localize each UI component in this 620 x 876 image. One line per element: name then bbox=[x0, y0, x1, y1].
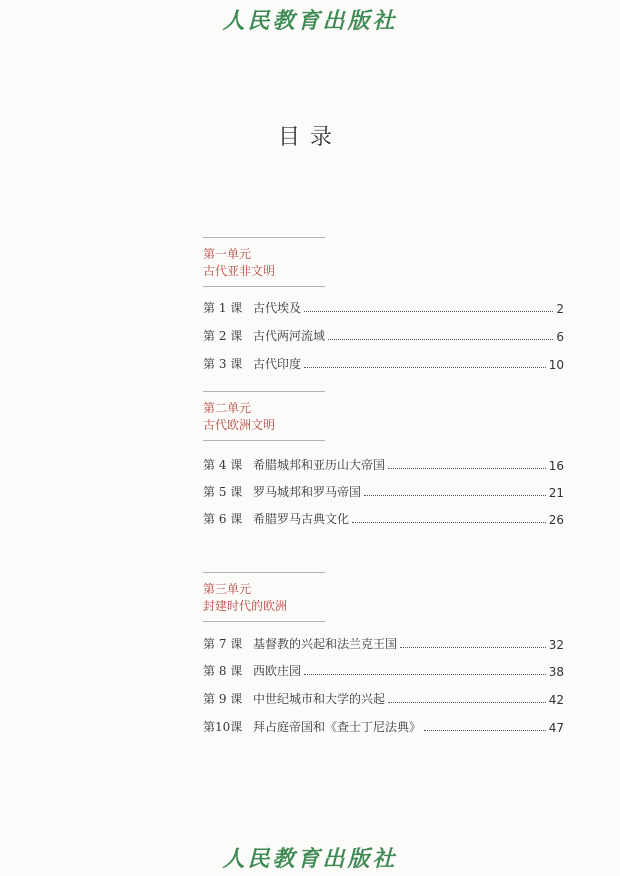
page-number: 6 bbox=[556, 330, 564, 344]
toc-entry[interactable] bbox=[203, 509, 564, 527]
lesson-number: 第 4 课 bbox=[203, 458, 243, 472]
unit-divider-bottom bbox=[203, 286, 325, 287]
toc-entry[interactable] bbox=[203, 634, 564, 652]
leader-dots bbox=[400, 647, 546, 648]
unit-divider-bottom bbox=[203, 621, 325, 622]
leader-dots bbox=[388, 702, 546, 703]
lesson-number: 第10课 bbox=[203, 720, 243, 734]
lesson-number: 第 9 课 bbox=[203, 692, 243, 706]
lesson-title: 罗马城邦和罗马帝国 bbox=[253, 485, 362, 499]
page-number: 21 bbox=[548, 486, 564, 500]
lesson-number: 第 5 课 bbox=[203, 485, 243, 499]
lesson-title: 西欧庄园 bbox=[253, 664, 302, 678]
toc-entry[interactable] bbox=[203, 455, 564, 473]
lesson-title: 基督教的兴起和法兰克王国 bbox=[253, 637, 398, 651]
toc-entry[interactable] bbox=[203, 482, 564, 500]
lesson-number: 第 7 课 bbox=[203, 637, 243, 651]
leader-dots bbox=[388, 468, 546, 469]
page-number: 10 bbox=[548, 358, 564, 372]
lesson-title: 古代两河流域 bbox=[253, 329, 326, 343]
leader-dots bbox=[352, 522, 546, 523]
page-number: 26 bbox=[548, 513, 564, 527]
unit-header-3 bbox=[203, 572, 325, 622]
toc-entry[interactable] bbox=[203, 661, 564, 679]
toc-entry[interactable] bbox=[203, 326, 564, 344]
unit-number: 第一单元 bbox=[203, 247, 252, 261]
leader-dots bbox=[304, 674, 546, 675]
lesson-number: 第 1 课 bbox=[203, 301, 243, 315]
toc-entry[interactable] bbox=[203, 354, 564, 372]
page-number: 38 bbox=[548, 665, 564, 679]
toc-title: 目录 bbox=[277, 125, 342, 150]
unit-divider-top bbox=[203, 237, 325, 238]
publisher-logo-bottom: 人民教育出版社 bbox=[222, 846, 398, 872]
leader-dots bbox=[328, 339, 553, 340]
unit-name: 封建时代的欧洲 bbox=[203, 599, 288, 613]
lesson-number: 第 6 课 bbox=[203, 512, 243, 526]
lesson-title: 希腊罗马古典文化 bbox=[253, 512, 350, 526]
page-number: 47 bbox=[548, 721, 564, 735]
lesson-title: 拜占庭帝国和《查士丁尼法典》 bbox=[253, 720, 422, 734]
unit-divider-top bbox=[203, 572, 325, 573]
publisher-logo-top: 人民教育出版社 bbox=[222, 8, 398, 34]
page-number: 42 bbox=[548, 693, 564, 707]
unit-header-1 bbox=[203, 237, 325, 287]
leader-dots bbox=[424, 730, 546, 731]
lesson-title: 古代印度 bbox=[253, 357, 302, 371]
lesson-title: 中世纪城市和大学的兴起 bbox=[253, 692, 386, 706]
page-number: 16 bbox=[548, 459, 564, 473]
toc-entry[interactable] bbox=[203, 298, 564, 316]
lesson-number: 第 3 课 bbox=[203, 357, 243, 371]
unit-number: 第三单元 bbox=[203, 582, 252, 596]
unit-divider-bottom bbox=[203, 440, 325, 441]
leader-dots bbox=[364, 495, 546, 496]
page-number: 2 bbox=[556, 302, 564, 316]
leader-dots bbox=[304, 367, 546, 368]
toc-entry[interactable] bbox=[203, 689, 564, 707]
lesson-title: 古代埃及 bbox=[253, 301, 302, 315]
unit-name: 古代欧洲文明 bbox=[203, 418, 276, 432]
unit-header-2 bbox=[203, 391, 325, 441]
page-number: 32 bbox=[548, 638, 564, 652]
toc-entry[interactable] bbox=[203, 717, 564, 735]
lesson-number: 第 2 课 bbox=[203, 329, 243, 343]
leader-dots bbox=[304, 311, 553, 312]
unit-number: 第二单元 bbox=[203, 401, 252, 415]
unit-name: 古代亚非文明 bbox=[203, 264, 276, 278]
lesson-title: 希腊城邦和亚历山大帝国 bbox=[253, 458, 386, 472]
unit-divider-top bbox=[203, 391, 325, 392]
lesson-number: 第 8 课 bbox=[203, 664, 243, 678]
